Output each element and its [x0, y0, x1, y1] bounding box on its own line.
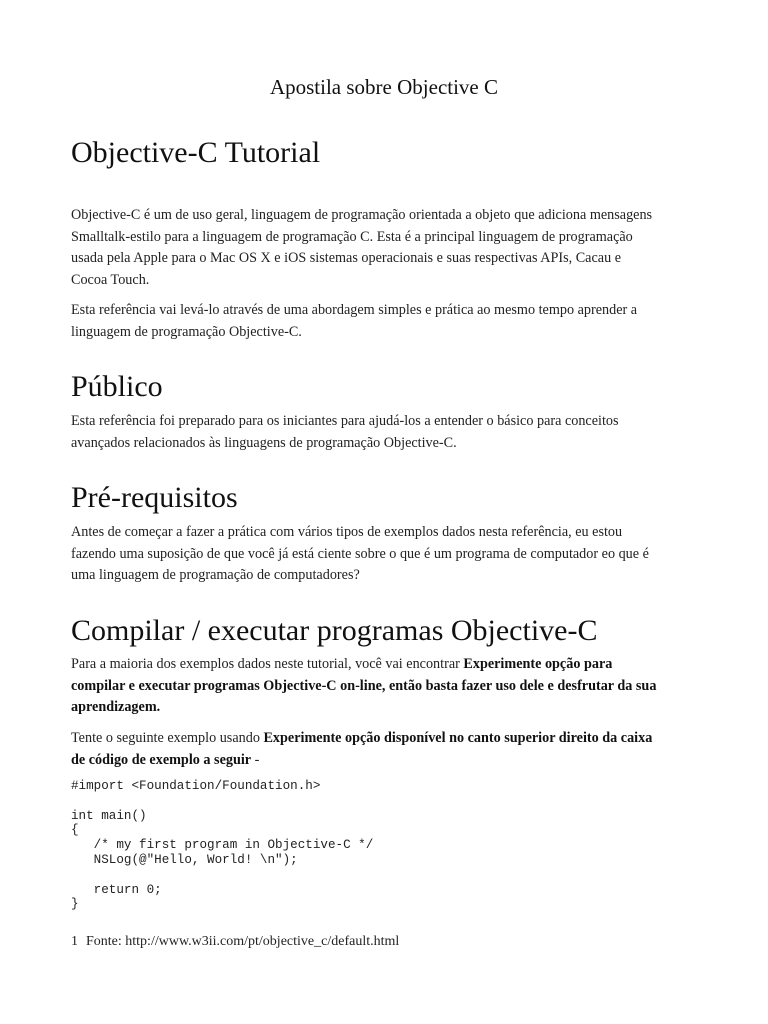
paragraph-line: uma linguagem de programação de computadores? — [71, 567, 360, 583]
paragraph-line: avançados relacionados às linguagens de programação Objective-C. — [71, 434, 457, 451]
paragraph-line — [71, 697, 701, 719]
paragraph-publico — [71, 411, 701, 454]
paragraph-reference — [71, 300, 701, 343]
text-bold: aprendizagem. — [71, 699, 161, 715]
text-bold: de código de exemplo a seguir — [71, 751, 252, 768]
footnote-text: Fonte: http://www.w3ii.com/pt/objective_c/default.html — [86, 934, 400, 949]
text-normal: Para a maioria dos exemplos dados neste tutorial, você vai encontrar — [71, 656, 464, 672]
paragraph-tente — [71, 728, 701, 771]
paragraph-line: Objective-C é um de uso geral, linguagem de programação orientada a objeto que adiciona mensagens — [71, 207, 653, 223]
heading-publico: Público — [71, 370, 163, 403]
paragraph-line: Cocoa Touch. — [71, 271, 150, 288]
paragraph-line — [71, 750, 701, 772]
paragraph-line: Smalltalk-estilo para a linguagem de programação C. Esta é a principal linguagem de programação — [71, 228, 633, 245]
paragraph-line — [71, 676, 701, 698]
paragraph-line — [71, 654, 701, 676]
text-bold: Experimente opção para — [463, 656, 613, 672]
footnote-number: 1 — [71, 934, 78, 949]
paragraph-compilar — [71, 654, 701, 719]
paragraph-prerequisitos — [71, 522, 701, 587]
paragraph-line: usada pela Apple para o Mac OS X e iOS sistemas operacionais e suas respectivas APIs, Cacau e — [71, 250, 622, 266]
paragraph-line: Esta referência vai levá-lo através de uma abordagem simples e prática ao mesmo tempo aprender a — [71, 302, 638, 318]
text-bold: compilar e executar programas Objective-C on-line, então basta fazer uso dele e desfrutar da sua — [71, 677, 657, 694]
document-title: Apostila sobre Objective C — [269, 75, 499, 99]
heading-tutorial: Objective-C Tutorial — [71, 136, 321, 169]
paragraph-line: Esta referência foi preparado para os iniciantes para ajudá-los a entender o básico para conceitos — [71, 413, 619, 429]
heading-compilar: Compilar / executar programas Objective-C — [71, 614, 598, 647]
footnote — [71, 932, 399, 952]
heading-prerequisitos: Pré-requisitos — [71, 481, 238, 514]
paragraph-line: fazendo uma suposição de que você já está ciente sobre o que é um programa de computador eo que é — [71, 545, 649, 562]
text-normal: Tente o seguinte exemplo usando — [71, 730, 264, 746]
paragraph-line — [71, 728, 701, 750]
text-bold: Experimente opção disponível no canto superior direito da caixa — [263, 730, 653, 746]
paragraph-intro — [71, 205, 701, 291]
paragraph-line: linguagem de programação Objective-C. — [71, 323, 302, 340]
paragraph-line: Antes de começar a fazer a prática com vários tipos de exemplos dados nesta referência, eu estou — [71, 524, 623, 540]
code-example: #import <Foundation/Foundation.h> int main() { /* my first program in Objective-C */ NSLog(@"Hello, World! \n"); return 0; } — [71, 779, 374, 912]
text-normal: - — [251, 751, 260, 768]
